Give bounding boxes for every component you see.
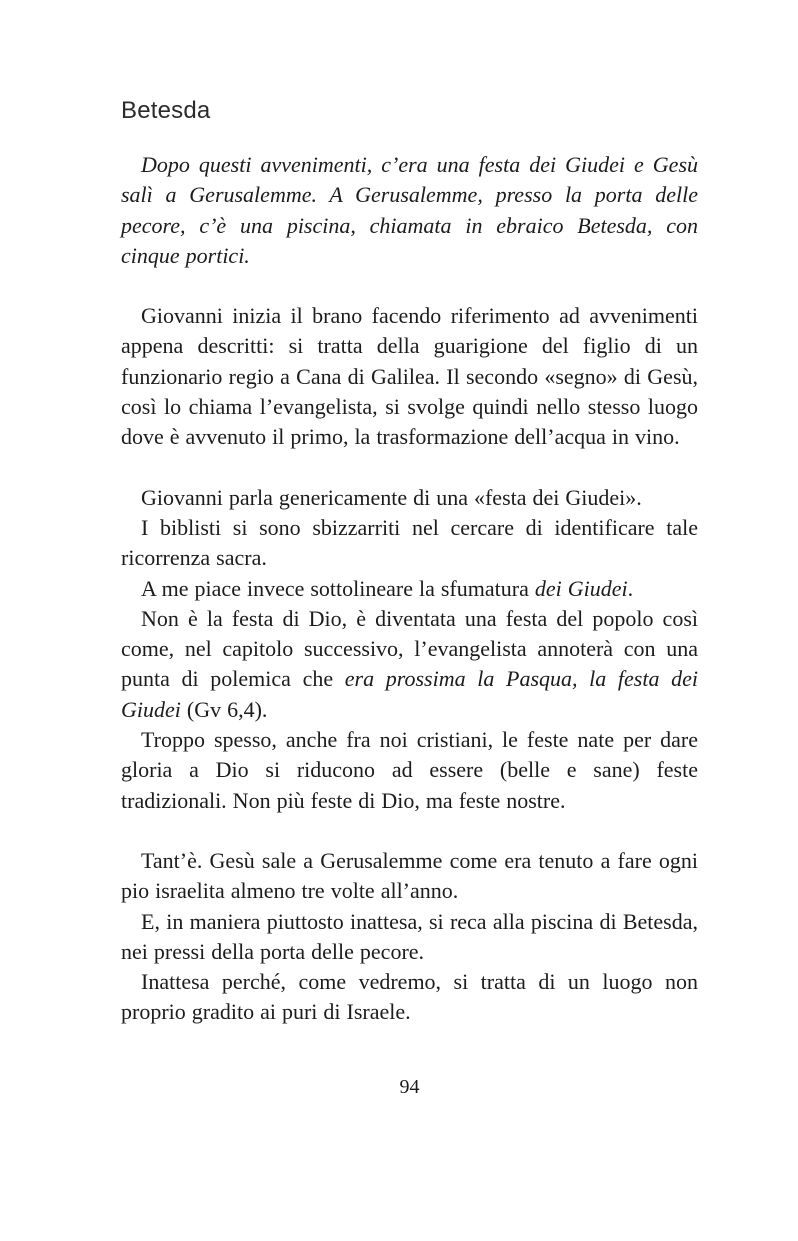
paragraph: Giovanni parla genericamente di una «festa dei Giudei». bbox=[141, 484, 642, 510]
paragraph: Troppo spesso, anche fra noi cristiani, le feste nate per dare gloria a Dio si riducono ad essere (belle e sane) feste tradizionali. Non più feste di Dio, ma feste nostre. bbox=[121, 727, 698, 813]
text-column bbox=[121, 96, 698, 1028]
emphasis-run: dei Giudei bbox=[534, 575, 628, 601]
chapter-title: Betesda bbox=[121, 97, 211, 124]
paragraph bbox=[121, 604, 698, 725]
paragraph bbox=[121, 574, 698, 604]
paragraph: E, in maniera piuttosto inattesa, si reca alla piscina di Betesda, nei pressi della porta delle pecore. bbox=[121, 908, 698, 964]
paragraph: I biblisti si sono sbizzarriti nel cercare di identificare tale ricorrenza sacra. bbox=[121, 514, 698, 571]
scripture-quote: Dopo questi avvenimenti, c’era una festa dei Giudei e Gesù salì a Gerusalemme. A Gerusalemme, presso la porta delle pecore, c’è una piscina, chiamata in ebraico Betesda, con cinque portici. bbox=[121, 152, 698, 268]
paragraph: Tant’è. Gesù sale a Gerusalemme come era tenuto a fare ogni pio israelita almeno tre volte all’anno. bbox=[121, 847, 698, 904]
text-run: A me piace invece sottolineare la sfumatura bbox=[141, 575, 535, 601]
text-run: (Gv 6,4). bbox=[180, 696, 268, 722]
page-number: 94 bbox=[399, 1076, 420, 1098]
paragraph: Giovanni inizia il brano facendo riferimento ad avvenimenti appena descritti: si tratta della guarigione del figlio di un funzionario regio a Cana di Galilea. Il secondo «segno» di Gesù, così lo chiama l’evangelista, si svolge quindi nello stesso luogo dove è avvenuto il primo, la trasformazione dell’acqua in vino. bbox=[121, 303, 698, 450]
text-run: . bbox=[627, 575, 634, 601]
text-run: Non è la festa di Dio, è diventata una festa del popolo così come, nel capitolo successivo, l’evangelista annoterà con una punta di polemica che bbox=[121, 605, 698, 692]
paragraph: Inattesa perché, come vedremo, si tratta di un luogo non proprio gradito ai puri di Israele. bbox=[121, 969, 698, 1025]
emphasis-run: era prossima la Pasqua, la festa dei Giudei bbox=[121, 666, 698, 722]
